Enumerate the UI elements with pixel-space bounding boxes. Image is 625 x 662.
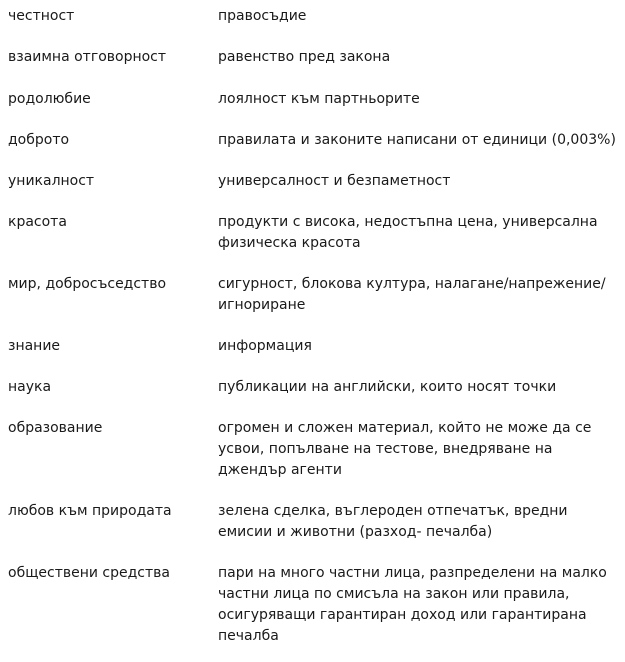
table-row	[0, 501, 625, 563]
table-row	[0, 212, 625, 274]
left-cell: красота	[8, 214, 67, 230]
right-cell: универсалност и безпаметност	[218, 173, 451, 189]
right-cell: информация	[218, 338, 312, 354]
right-cell: правосъдие	[218, 8, 307, 24]
table-row	[0, 130, 625, 171]
table-row	[0, 6, 625, 47]
left-cell: обществени средства	[8, 565, 170, 581]
right-cell: лоялност към партньорите	[218, 91, 420, 107]
table-row	[0, 377, 625, 418]
left-cell: уникалност	[8, 173, 95, 189]
right-cell: продукти с висока, недостъпна цена, универсална физическа красота	[218, 214, 598, 251]
table-row	[0, 274, 625, 336]
right-cell: сигурност, блокова култура, налагане/напрежение/ игнориране	[218, 276, 606, 313]
right-cell: равенство пред закона	[218, 49, 391, 65]
right-cell: пари на много частни лица, разпределени на малко частни лица по смисъла на закон или правила, осигуряващи гарантиран доход или гарантирана печалба	[218, 565, 607, 644]
left-cell: взаимна отговорност	[8, 49, 167, 65]
table-row	[0, 418, 625, 501]
right-cell: зелена сделка, въглероден отпечатък, вредни емисии и животни (разход- печалба)	[218, 503, 568, 540]
right-cell: публикации на английски, които носят точки	[218, 379, 557, 395]
left-cell: любов към природата	[8, 503, 172, 519]
table-row	[0, 336, 625, 377]
table-row	[0, 89, 625, 130]
left-cell: наука	[8, 379, 52, 395]
left-cell: образование	[8, 420, 103, 436]
left-cell: знание	[8, 338, 61, 354]
left-cell: доброто	[8, 132, 70, 148]
left-cell: честност	[8, 8, 75, 24]
left-cell: мир, добросъседство	[8, 276, 167, 292]
left-cell: родолюбие	[8, 91, 91, 107]
table-row	[0, 47, 625, 89]
right-cell: правилата и законите написани от единици (0,003%)	[218, 132, 616, 148]
right-cell: огромен и сложен материал, който не може да се усвои, попълване на тестове, внедряване на джендър агенти	[218, 420, 592, 478]
table-row	[0, 171, 625, 212]
table-row	[0, 563, 625, 647]
